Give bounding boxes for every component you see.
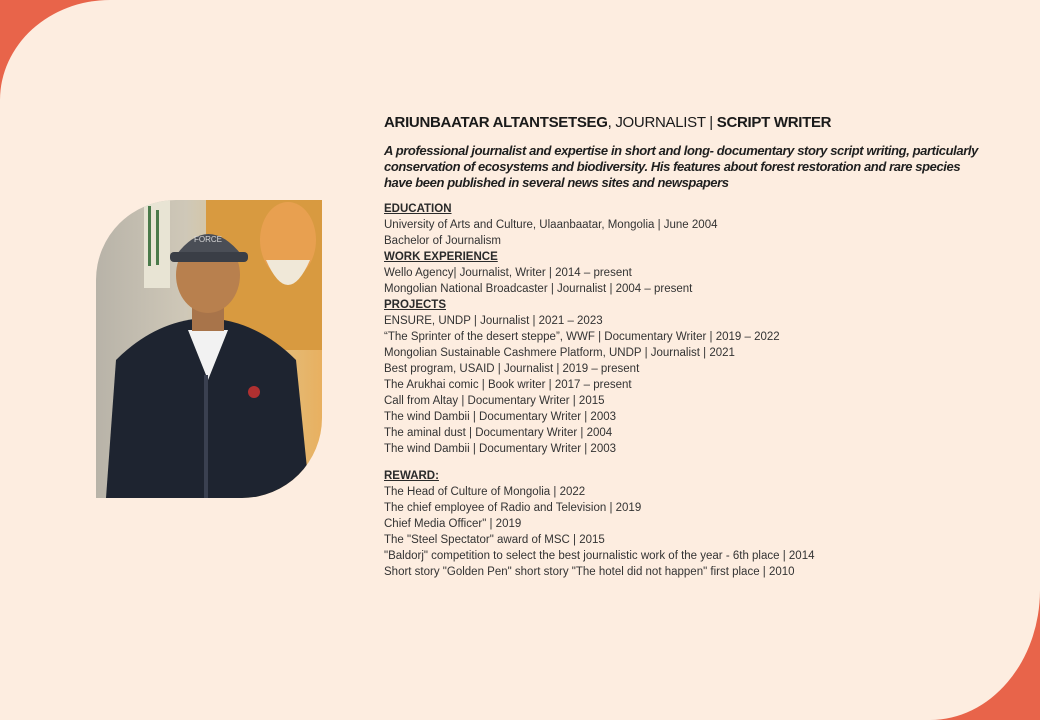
- list-item: Short story "Golden Pen" short story "The hotel did not happen" first place | 2010: [384, 566, 795, 578]
- list-item: Mongolian Sustainable Cashmere Platform, UNDP | Journalist | 2021: [384, 347, 735, 359]
- list-item: Chief Media Officer" | 2019: [384, 518, 522, 530]
- list-item: The chief employee of Radio and Television | 2019: [384, 502, 642, 514]
- list-item: University of Arts and Culture, Ulaanbaatar, Mongolia | June 2004: [384, 219, 718, 231]
- list-item: The aminal dust | Documentary Writer | 2004: [384, 427, 613, 439]
- list-item: Bachelor of Journalism: [384, 235, 501, 247]
- work-section: [384, 249, 984, 297]
- cap-logo-text: FORCE: [194, 235, 222, 244]
- reward-heading: REWARD:: [384, 470, 439, 482]
- list-item: The Arukhai comic | Book writer | 2017 – present: [384, 379, 632, 391]
- portrait-photo: [96, 200, 322, 498]
- reward-section: [384, 468, 984, 580]
- list-item: ENSURE, UNDP | Journalist | 2021 – 2023: [384, 315, 603, 327]
- list-item: The Head of Culture of Mongolia | 2022: [384, 486, 586, 498]
- list-item: Call from Altay | Documentary Writer | 2015: [384, 395, 605, 407]
- intro-paragraph: A professional journalist and expertise in short and long- documentary story script writing, particularly conservation of ecosystems and biodiversity. His features about forest restoration and rare species have been published in several news sites and newspapers: [384, 143, 978, 190]
- education-heading: EDUCATION: [384, 203, 452, 215]
- list-item: "Baldorj" competition to select the best journalistic work of the year - 6th place | 2014: [384, 550, 815, 562]
- list-item: Mongolian National Broadcaster | Journalist | 2004 – present: [384, 283, 693, 295]
- list-item: The "Steel Spectator" award of MSC | 2015: [384, 534, 605, 546]
- profile-content: [384, 114, 984, 580]
- education-section: [384, 201, 984, 249]
- list-item: The wind Dambii | Documentary Writer | 2003: [384, 443, 617, 455]
- section-spacer: [384, 457, 984, 468]
- profile-title: [384, 114, 984, 131]
- projects-heading: PROJECTS: [384, 299, 446, 311]
- portrait-illustration: [96, 200, 322, 498]
- list-item: “The Sprinter of the desert steppe”, WWF | Documentary Writer | 2019 – 2022: [384, 331, 780, 343]
- work-heading: WORK EXPERIENCE: [384, 251, 498, 263]
- person-role-bold: SCRIPT WRITER: [716, 114, 832, 131]
- list-item: The wind Dambii | Documentary Writer | 2003: [384, 411, 617, 423]
- projects-section: [384, 297, 984, 457]
- person-name: ARIUNBAATAR ALTANTSETSEG: [384, 114, 608, 131]
- list-item: Wello Agency| Journalist, Writer | 2014 – present: [384, 267, 632, 279]
- list-item: Best program, USAID | Journalist | 2019 – present: [384, 363, 640, 375]
- person-role: , JOURNALIST |: [607, 114, 717, 131]
